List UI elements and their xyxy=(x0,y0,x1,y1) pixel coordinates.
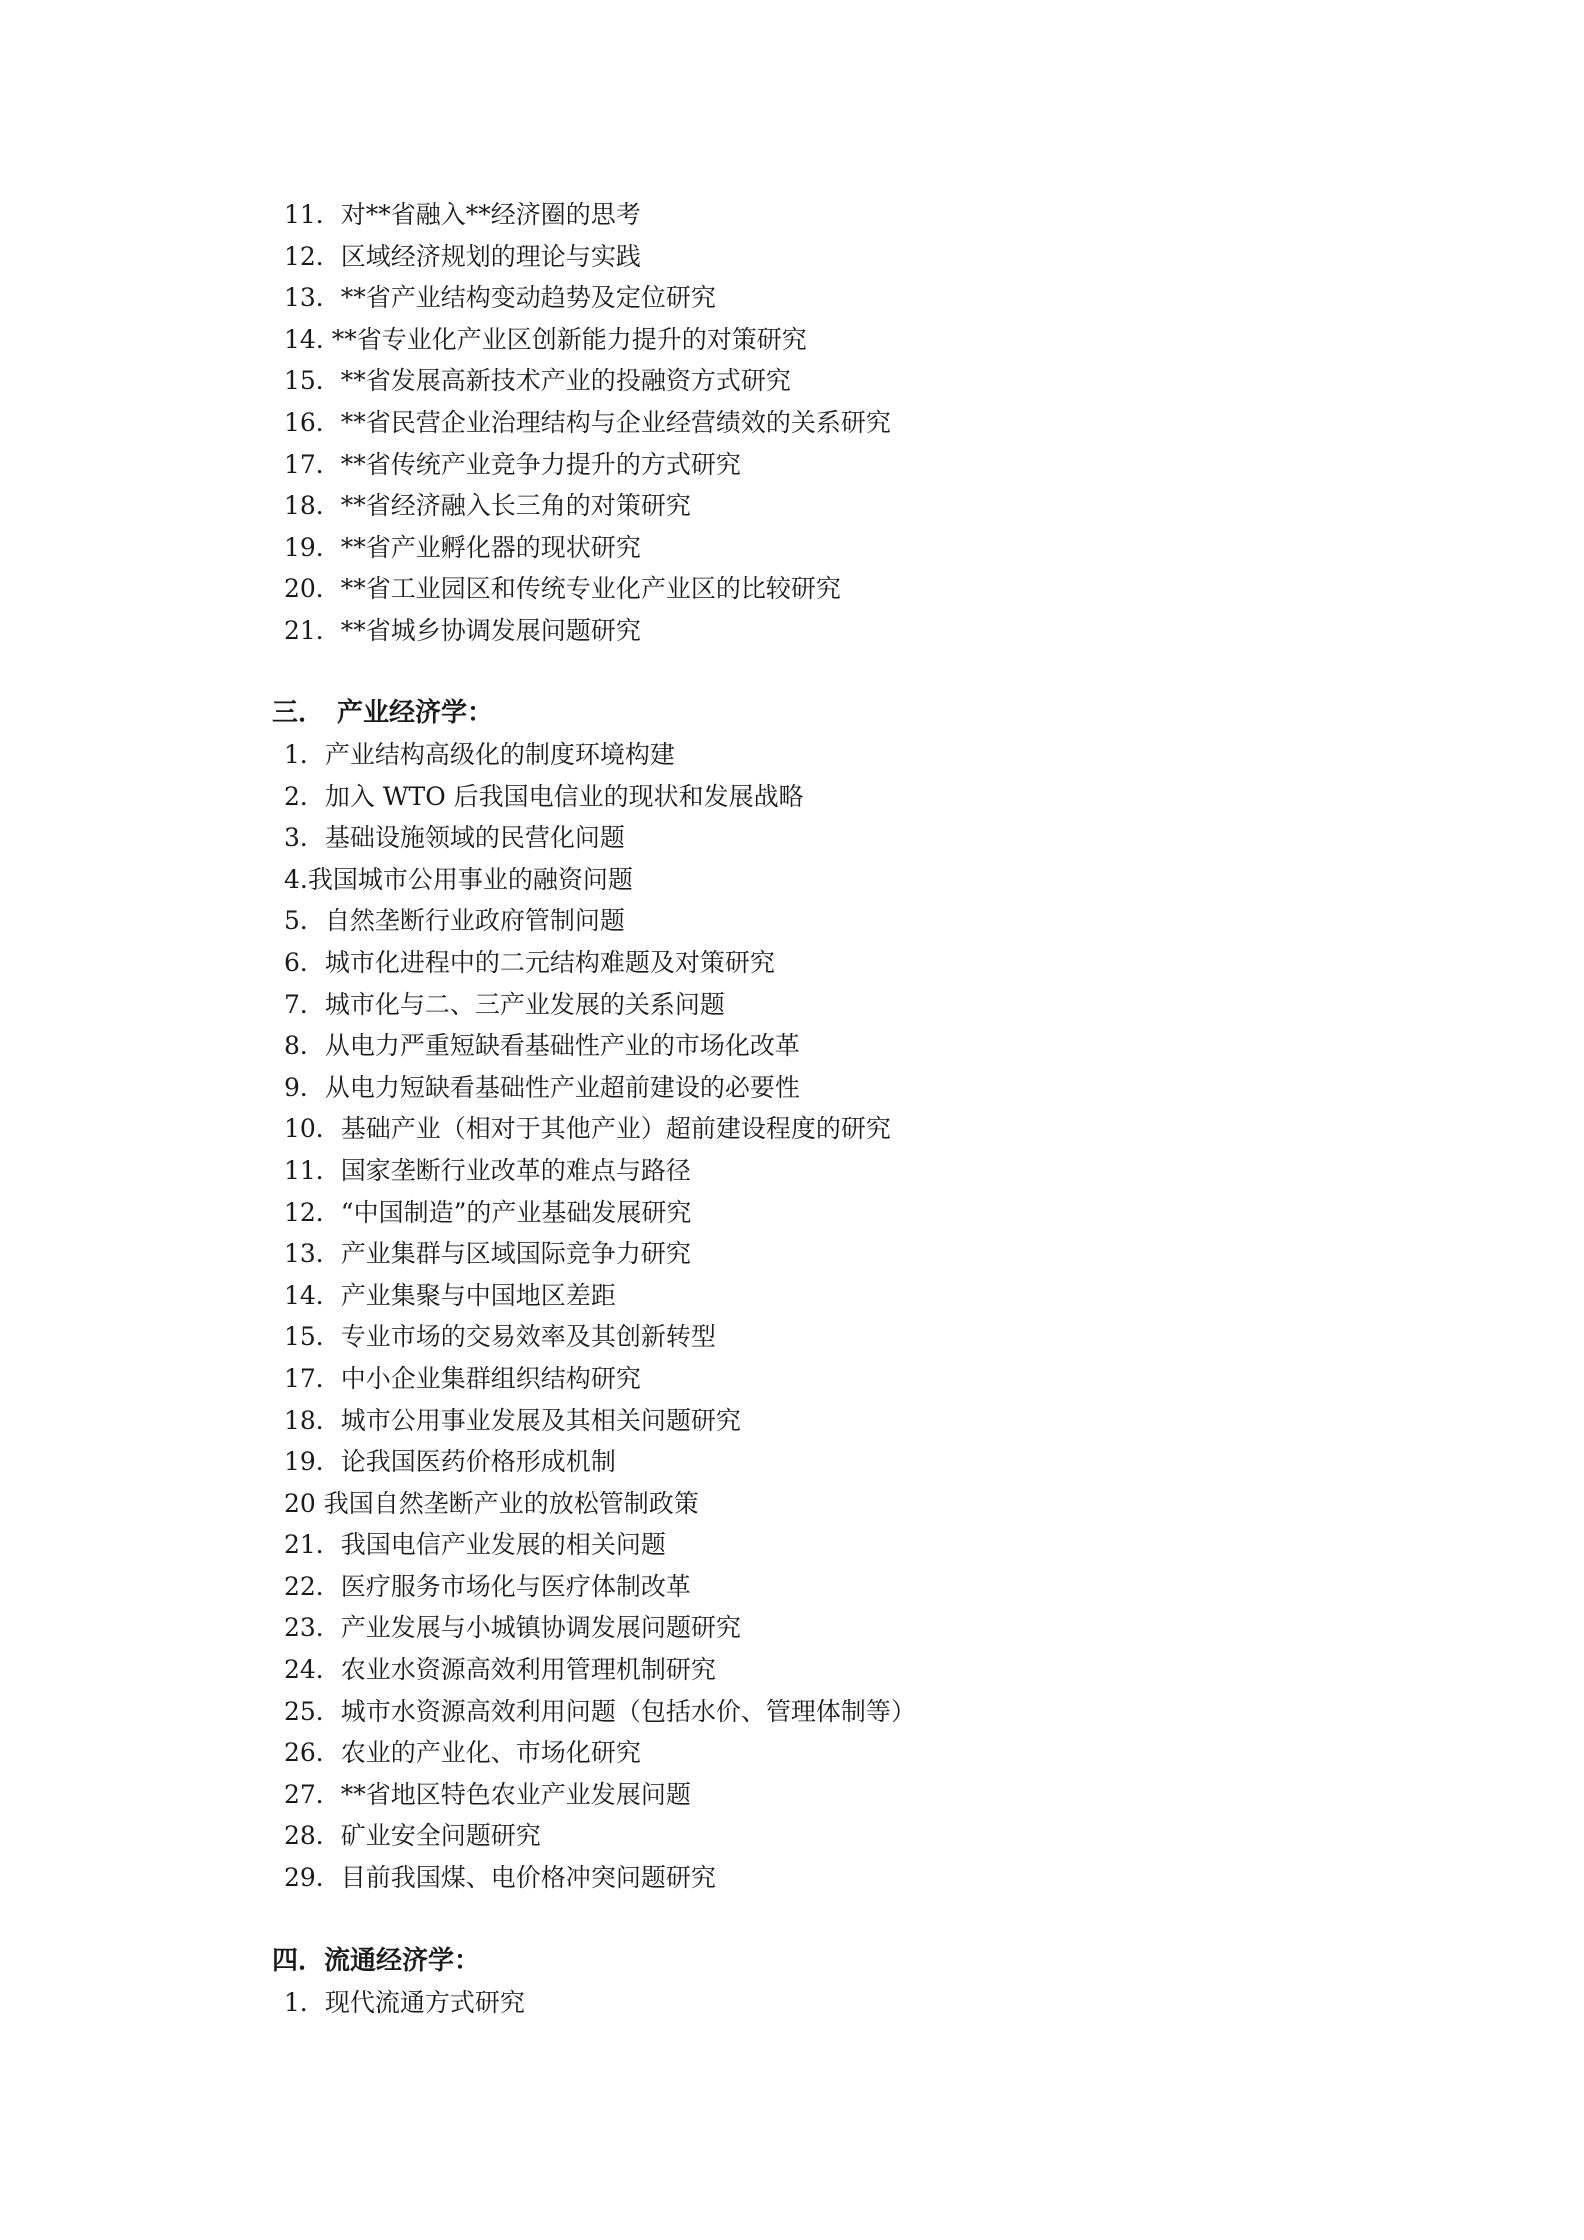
list-item: 8．从电力严重短缺看基础性产业的市场化改革 xyxy=(284,1031,800,1061)
section-3-heading: 三． 产业经济学： xyxy=(272,698,494,728)
list-item: 17．中小企业集群组织结构研究 xyxy=(284,1363,641,1393)
list-item: 5．自然垄断行业政府管制问题 xyxy=(284,906,625,936)
list-item: 11．国家垄断行业改革的难点与路径 xyxy=(284,1155,691,1185)
list-item: 1．现代流通方式研究 xyxy=(284,1988,525,2017)
list-item: 16．**省民营企业治理结构与企业经营绩效的关系研究 xyxy=(284,407,891,437)
list-item: 13．产业集群与区域国际竞争力研究 xyxy=(284,1239,691,1269)
list-item: 12．“中国制造”的产业基础发展研究 xyxy=(284,1197,692,1227)
list-item: 13．**省产业结构变动趋势及定位研究 xyxy=(284,283,716,313)
list-item: 7．城市化与二、三产业发展的关系问题 xyxy=(284,989,725,1019)
list-item: 17．**省传统产业竞争力提升的方式研究 xyxy=(284,449,741,479)
list-item: 27．**省地区特色农业产业发展问题 xyxy=(284,1779,691,1809)
list-item: 22．医疗服务市场化与医疗体制改革 xyxy=(284,1571,691,1601)
list-item: 21．我国电信产业发展的相关问题 xyxy=(284,1530,666,1560)
list-item: 20．**省工业园区和传统专业化产业区的比较研究 xyxy=(284,574,841,604)
list-item: 14．产业集聚与中国地区差距 xyxy=(284,1280,616,1310)
list-item: 9．从电力短缺看基础性产业超前建设的必要性 xyxy=(284,1072,800,1102)
list-item: 21．**省城乡协调发展问题研究 xyxy=(284,615,641,645)
list-item: 6．城市化进程中的二元结构难题及对策研究 xyxy=(284,947,775,977)
section-4-heading: 四．流通经济学： xyxy=(272,1946,481,1976)
list-item: 23．产业发展与小城镇协调发展问题研究 xyxy=(284,1613,741,1643)
list-item: 11．对**省融入**经济圈的思考 xyxy=(284,200,641,229)
list-item: 14. **省专业化产业区创新能力提升的对策研究 xyxy=(284,324,807,354)
list-item: 25．城市水资源高效利用问题（包括水价、管理体制等） xyxy=(284,1696,916,1726)
list-item: 15．专业市场的交易效率及其创新转型 xyxy=(284,1322,716,1352)
list-item: 18．城市公用事业发展及其相关问题研究 xyxy=(284,1405,741,1435)
list-item: 12．区域经济规划的理论与实践 xyxy=(284,241,641,271)
section-4-list xyxy=(0,1982,1584,2024)
list-item: 19．论我国医药价格形成机制 xyxy=(284,1447,616,1477)
list-item: 24．农业水资源高效利用管理机制研究 xyxy=(284,1655,716,1685)
list-item: 26．农业的产业化、市场化研究 xyxy=(284,1738,641,1768)
list-item: 10．基础产业（相对于其他产业）超前建设程度的研究 xyxy=(284,1114,891,1144)
section-2-list xyxy=(0,194,1584,652)
list-item: 18．**省经济融入长三角的对策研究 xyxy=(284,491,691,521)
list-item: 1．产业结构高级化的制度环境构建 xyxy=(284,740,675,769)
list-item: 29．目前我国煤、电价格冲突问题研究 xyxy=(284,1863,716,1893)
list-item: 28．矿业安全问题研究 xyxy=(284,1821,541,1851)
list-item: 2．加入 WTO 后我国电信业的现状和发展战略 xyxy=(284,781,804,811)
list-item: 3．基础设施领域的民营化问题 xyxy=(284,823,625,853)
list-item: 4.我国城市公用事业的融资问题 xyxy=(284,864,633,894)
section-3-list xyxy=(0,734,1584,1899)
list-item: 15．**省发展高新技术产业的投融资方式研究 xyxy=(284,366,791,396)
list-item: 19．**省产业孵化器的现状研究 xyxy=(284,532,641,562)
list-item: 20 我国自然垄断产业的放松管制政策 xyxy=(284,1488,699,1518)
